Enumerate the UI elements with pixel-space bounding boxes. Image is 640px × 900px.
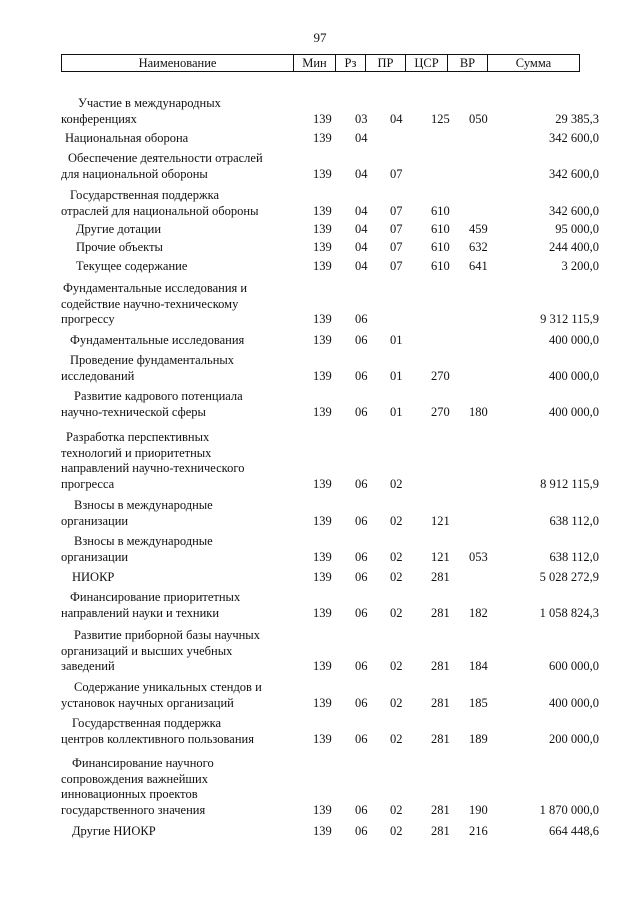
row-sum-cell: 342 600,0 (549, 203, 599, 218)
row-pr-cell: 02 (390, 549, 403, 564)
row-pr-cell: 02 (390, 659, 403, 673)
row-name-line: конференциях (61, 111, 137, 126)
row-min-cell: 139 (313, 513, 332, 528)
table-header (61, 54, 580, 72)
row-vr-cell: 182 (469, 605, 488, 620)
row-sum-cell: 1 058 824,3 (539, 605, 599, 620)
row-name-line: государственного значения (61, 802, 206, 817)
row-vr-cell: 053 (469, 549, 488, 564)
row-rz-cell: 06 (355, 570, 368, 584)
row-rz-cell: 04 (355, 222, 368, 236)
row-rz-cell: 04 (355, 166, 368, 181)
row-pr-cell: 02 (390, 824, 403, 838)
row-sum-cell: 400 000,0 (549, 368, 599, 383)
row-pr-cell: 02 (390, 605, 403, 620)
row-pr-cell: 02 (390, 476, 403, 491)
row-rz-cell: 06 (355, 476, 368, 491)
row-rz-cell: 04 (355, 203, 368, 218)
row-csr-cell: 281 (431, 731, 450, 746)
row-sum-cell: 400 000,0 (549, 404, 599, 419)
column-header-min: Мин (294, 55, 336, 72)
row-sum-cell: 244 400,0 (549, 240, 599, 254)
row-csr-cell: 281 (431, 659, 450, 673)
row-sum-cell: 95 000,0 (555, 222, 599, 236)
row-name-line: Взносы в международные (74, 498, 213, 512)
row-min-cell: 139 (313, 731, 332, 746)
row-name-line: заведений (61, 659, 115, 673)
row-csr-cell: 281 (431, 570, 450, 584)
row-min-cell: 139 (313, 695, 332, 710)
row-min-cell: 139 (313, 111, 332, 126)
row-name-line: Текущее содержание (76, 259, 188, 273)
row-name-line: центров коллективного пользования (61, 731, 254, 746)
row-name-line: исследований (61, 368, 135, 383)
row-rz-cell: 04 (355, 259, 368, 273)
page-number: 97 (313, 30, 327, 45)
row-name-line: технологий и приоритетных (61, 445, 212, 460)
row-pr-cell: 04 (390, 111, 403, 126)
row-pr-cell: 07 (390, 166, 403, 181)
row-name-line: Развитие приборной базы научных (74, 628, 260, 642)
row-rz-cell: 06 (355, 513, 368, 528)
row-min-cell: 139 (313, 476, 332, 491)
row-pr-cell: 07 (390, 240, 403, 254)
row-csr-cell: 270 (431, 368, 450, 383)
row-csr-cell: 270 (431, 404, 450, 419)
row-vr-cell: 184 (469, 659, 488, 673)
row-sum-cell: 1 870 000,0 (539, 802, 599, 817)
row-rz-cell: 06 (355, 368, 368, 383)
row-vr-cell: 189 (469, 731, 488, 746)
column-header-csr: ЦСР (406, 55, 448, 72)
row-csr-cell: 281 (431, 824, 450, 838)
row-rz-cell: 06 (355, 549, 368, 564)
row-min-cell: 139 (313, 404, 332, 419)
row-min-cell: 139 (313, 203, 332, 218)
row-name-line: направлений научно-технического (61, 461, 245, 475)
row-sum-cell: 29 385,3 (555, 111, 599, 126)
row-rz-cell: 06 (355, 333, 368, 347)
row-pr-cell: 02 (390, 731, 403, 746)
row-sum-cell: 400 000,0 (549, 695, 599, 710)
row-name-line: прогресса (61, 476, 115, 491)
row-name-line: прогрессу (61, 312, 115, 326)
column-header-rz: Рз (336, 55, 366, 72)
row-csr-cell: 610 (431, 240, 450, 254)
row-min-cell: 139 (313, 222, 332, 236)
row-name-line: сопровождения важнейших (61, 771, 208, 786)
row-name-line: содействие научно-техническому (61, 296, 239, 311)
row-csr-cell: 610 (431, 259, 450, 273)
row-name-line: Государственная поддержка (72, 716, 222, 730)
row-name-line: Участие в международных (78, 96, 221, 110)
row-min-cell: 139 (313, 259, 332, 273)
row-name-line: Государственная поддержка (70, 188, 220, 202)
row-sum-cell: 3 200,0 (561, 259, 599, 273)
row-rz-cell: 06 (355, 802, 368, 817)
row-min-cell: 139 (313, 570, 332, 584)
row-pr-cell: 07 (390, 203, 403, 218)
row-pr-cell: 02 (390, 695, 403, 710)
row-name-line: Национальная оборона (65, 131, 189, 145)
row-sum-cell: 664 448,6 (549, 824, 599, 838)
row-vr-cell: 050 (469, 111, 488, 126)
row-sum-cell: 342 600,0 (549, 166, 599, 181)
row-vr-cell: 185 (469, 695, 488, 710)
row-rz-cell: 06 (355, 695, 368, 710)
column-header-sum: Сумма (488, 55, 580, 72)
row-vr-cell: 641 (469, 259, 488, 273)
row-pr-cell: 07 (390, 222, 403, 236)
row-sum-cell: 600 000,0 (549, 659, 599, 673)
row-name-line: организации (61, 513, 129, 528)
row-sum-cell: 342 600,0 (549, 131, 599, 145)
row-min-cell: 139 (313, 549, 332, 564)
row-sum-cell: 5 028 272,9 (539, 570, 599, 584)
row-sum-cell: 638 112,0 (549, 513, 599, 528)
row-rz-cell: 06 (355, 312, 368, 326)
row-name-line: установок научных организаций (61, 695, 234, 710)
row-name-line: Другие дотации (76, 222, 162, 236)
row-min-cell: 139 (313, 131, 332, 145)
row-min-cell: 139 (313, 802, 332, 817)
row-rz-cell: 04 (355, 131, 368, 145)
row-rz-cell: 06 (355, 824, 368, 838)
row-min-cell: 139 (313, 824, 332, 838)
column-header-name: Наименование (62, 55, 294, 72)
row-min-cell: 139 (313, 312, 332, 326)
row-pr-cell: 01 (390, 333, 403, 347)
row-vr-cell: 216 (469, 824, 488, 838)
row-rz-cell: 06 (355, 659, 368, 673)
row-name-line: направлений науки и техники (61, 605, 220, 620)
row-name-line: Прочие объекты (76, 240, 163, 254)
row-name-line: Взносы в международные (74, 534, 213, 548)
row-name-line: Финансирование научного (72, 756, 214, 770)
row-name-line: Развитие кадрового потенциала (74, 389, 243, 403)
row-csr-cell: 125 (431, 111, 450, 126)
row-pr-cell: 02 (390, 513, 403, 528)
row-csr-cell: 610 (431, 203, 450, 218)
row-csr-cell: 281 (431, 605, 450, 620)
row-name-line: Финансирование приоритетных (70, 590, 241, 604)
row-name-line: НИОКР (72, 570, 115, 584)
row-rz-cell: 06 (355, 731, 368, 746)
row-name-line: Обеспечение деятельности отраслей (68, 151, 263, 165)
row-vr-cell: 459 (469, 222, 488, 236)
row-rz-cell: 06 (355, 605, 368, 620)
row-vr-cell: 632 (469, 240, 488, 254)
row-name-line: организаций и высших учебных (61, 643, 233, 658)
row-min-cell: 139 (313, 368, 332, 383)
row-sum-cell: 200 000,0 (549, 731, 599, 746)
row-csr-cell: 121 (431, 549, 450, 564)
row-name-line: Фундаментальные исследования (70, 333, 245, 347)
row-min-cell: 139 (313, 240, 332, 254)
row-name-line: для национальной обороны (61, 166, 208, 181)
row-rz-cell: 03 (355, 111, 368, 126)
row-csr-cell: 281 (431, 802, 450, 817)
row-sum-cell: 400 000,0 (549, 333, 599, 347)
column-header-vr: ВР (448, 55, 488, 72)
row-csr-cell: 281 (431, 695, 450, 710)
row-pr-cell: 07 (390, 259, 403, 273)
row-vr-cell: 180 (469, 404, 488, 419)
row-name-line: Разработка перспективных (66, 430, 210, 444)
row-csr-cell: 121 (431, 513, 450, 528)
row-pr-cell: 02 (390, 570, 403, 584)
row-pr-cell: 01 (390, 368, 403, 383)
row-min-cell: 139 (313, 605, 332, 620)
row-name-line: Проведение фундаментальных (70, 353, 235, 367)
row-min-cell: 139 (313, 166, 332, 181)
row-sum-cell: 8 912 115,9 (540, 476, 599, 491)
row-rz-cell: 06 (355, 404, 368, 419)
row-name-line: организации (61, 549, 129, 564)
row-pr-cell: 02 (390, 802, 403, 817)
row-pr-cell: 01 (390, 404, 403, 419)
column-header-pr: ПР (366, 55, 406, 72)
row-min-cell: 139 (313, 333, 332, 347)
row-vr-cell: 190 (469, 802, 488, 817)
row-name-line: Другие НИОКР (72, 824, 156, 838)
row-name-line: Содержание уникальных стендов и (74, 680, 262, 694)
row-name-line: Фундаментальные исследования и (63, 281, 248, 295)
row-name-line: отраслей для национальной обороны (61, 203, 259, 218)
row-rz-cell: 04 (355, 240, 368, 254)
row-csr-cell: 610 (431, 222, 450, 236)
row-sum-cell: 638 112,0 (549, 549, 599, 564)
row-name-line: научно-технической сферы (61, 404, 206, 419)
row-name-line: инновационных проектов (61, 787, 198, 801)
row-sum-cell: 9 312 115,9 (540, 312, 599, 326)
row-min-cell: 139 (313, 659, 332, 673)
